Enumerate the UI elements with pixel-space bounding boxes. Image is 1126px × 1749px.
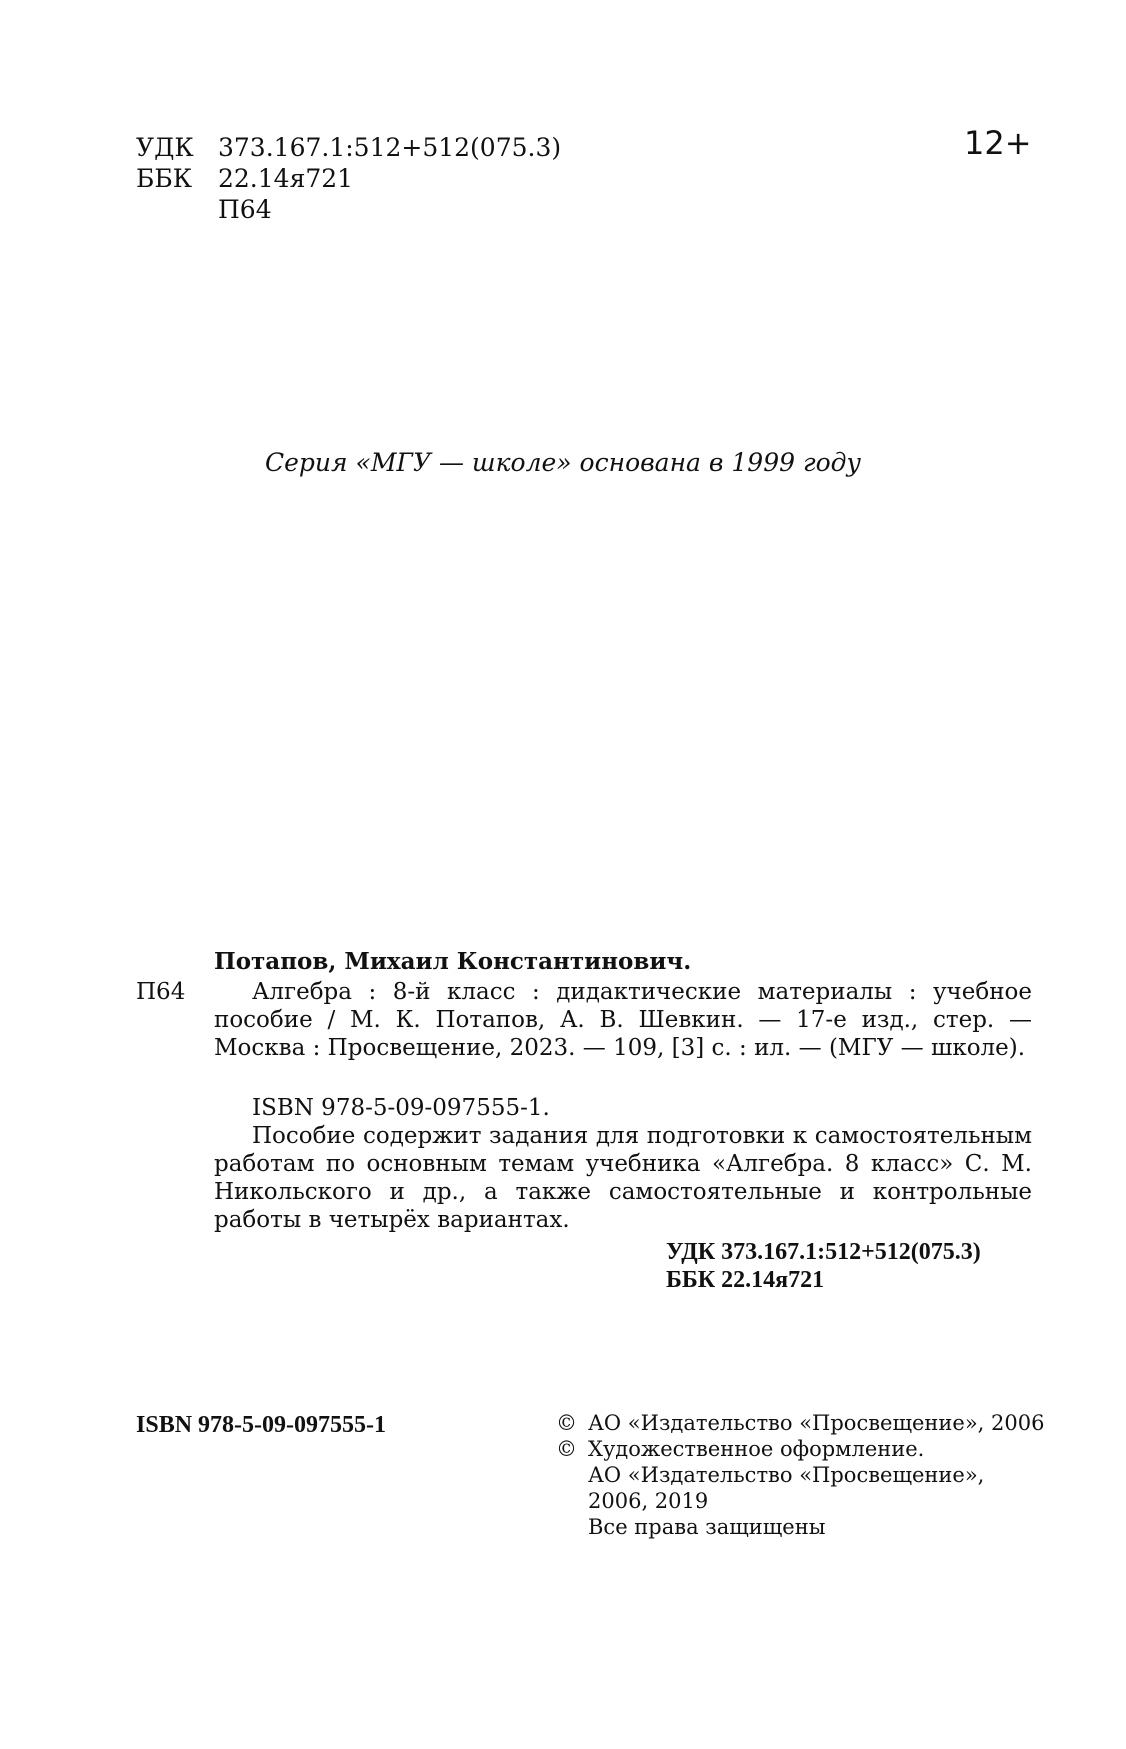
copyright-row-2 <box>556 1436 1056 1462</box>
age-rating: 12+ <box>964 124 1032 162</box>
card-codes <box>666 1238 981 1294</box>
classification-block <box>136 132 836 232</box>
card-code: П64 <box>136 979 186 1005</box>
card-abstract <box>214 1122 1032 1234</box>
card-isbn: ISBN 978-5-09-097555-1. <box>252 1095 550 1121</box>
card-description <box>214 978 1032 1062</box>
bbk-value: 22.14я721 <box>218 164 354 193</box>
copyright-block <box>556 1410 1056 1540</box>
udk-value: 373.167.1:512+512(075.3) <box>218 133 562 162</box>
copyright-row-3 <box>556 1462 988 1514</box>
card-udk: УДК 373.167.1:512+512(075.3) <box>666 1239 981 1265</box>
copyright-row-1 <box>556 1410 1056 1436</box>
author-sign: П64 <box>218 195 272 224</box>
rights-row <box>556 1514 1056 1540</box>
copyright-icon: © <box>556 1437 577 1461</box>
bbk-label: ББК <box>136 164 193 193</box>
rights-text: Все права защищены <box>588 1515 826 1539</box>
card-description-text: Алгебра : 8-й класс : дидактические материалы : учебное пособие / М. К. Потапов, А. В. Шевкин. — 17-е изд., стер. — Москва : Просвещение, 2023. — 109, [3] с. : ил. — (МГУ — школе). <box>214 979 1032 1061</box>
copyright-icon: © <box>556 1411 577 1435</box>
card-abstract-text: Пособие содержит задания для подготовки к самостоятельным работам по основным темам учебника «Алгебра. 8 класс» С. М. Никольского и др., а также самостоятельные и контрольные работы в четырёх вариантах. <box>214 1123 1032 1233</box>
card-author: Потапов, Михаил Константинович. <box>214 948 692 975</box>
isbn-bottom: ISBN 978-5-09-097555-1 <box>136 1412 386 1438</box>
copyright-text-3: АО «Издательство «Просвещение», 2006, 2019 <box>588 1463 985 1513</box>
card-bbk: ББК 22.14я721 <box>666 1267 825 1293</box>
series-note: Серия «МГУ — школе» основана в 1999 году <box>265 448 861 477</box>
copyright-text-1: АО «Издательство «Просвещение», 2006 <box>588 1411 1045 1435</box>
udk-label: УДК <box>136 133 194 162</box>
copyright-text-2: Художественное оформление. <box>588 1437 925 1461</box>
